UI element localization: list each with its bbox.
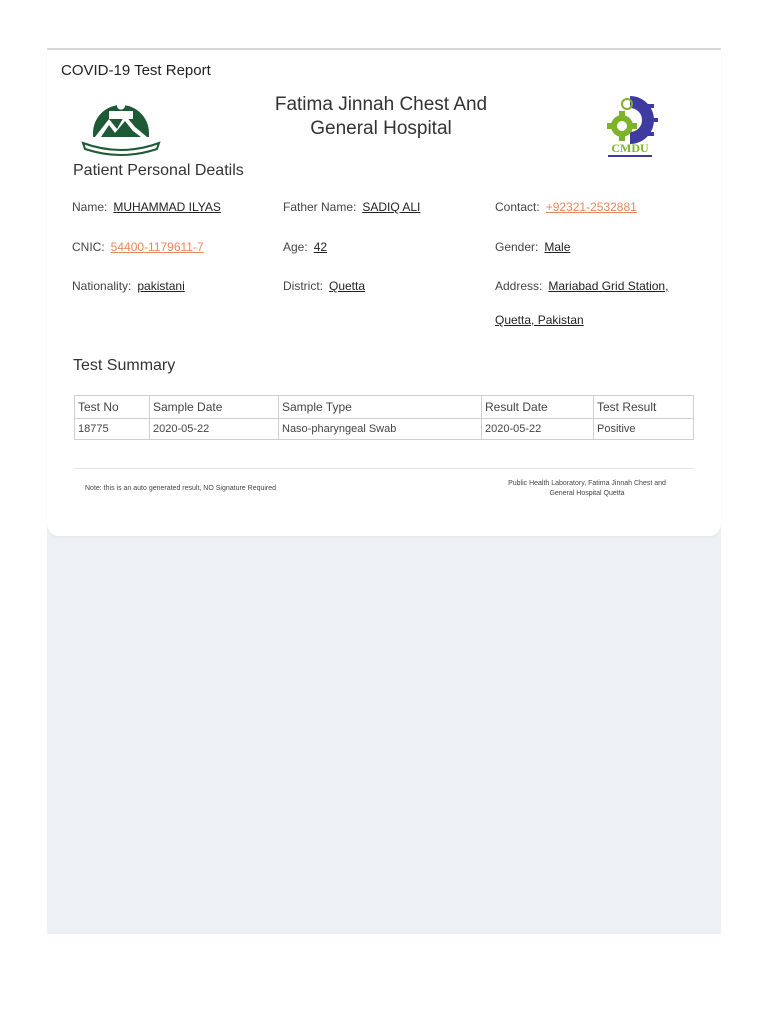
gender-value: Male bbox=[544, 240, 571, 254]
column-header: Test Result bbox=[594, 396, 694, 419]
hospital-name bbox=[231, 93, 531, 141]
nationality-label: Nationality: bbox=[72, 279, 132, 293]
contact-field bbox=[495, 200, 637, 214]
district-value: Quetta bbox=[329, 279, 366, 293]
cmdu-label: CMDU bbox=[611, 141, 649, 155]
name-value: MUHAMMAD ILYAS bbox=[113, 200, 221, 214]
cnic-link[interactable]: 54400-1179611-7 bbox=[110, 240, 204, 254]
age-value: 42 bbox=[313, 240, 328, 254]
column-header: Sample Date bbox=[150, 396, 279, 419]
government-emblem-icon bbox=[79, 93, 163, 161]
hospital-name-line1: Fatima Jinnah Chest And bbox=[274, 94, 488, 115]
nationality-field bbox=[72, 279, 185, 293]
age-label: Age: bbox=[283, 240, 308, 254]
father-name-value: SADIQ ALI bbox=[362, 200, 421, 214]
auto-generated-note: Note: this is an auto generated result, NO Signature Required bbox=[85, 485, 277, 492]
personal-details-heading: Patient Personal Deatils bbox=[73, 162, 244, 179]
address-field bbox=[495, 279, 668, 293]
cmdu-logo-icon bbox=[602, 94, 658, 160]
cnic-field bbox=[72, 240, 204, 254]
father-name-label: Father Name: bbox=[283, 200, 357, 214]
column-header: Sample Type bbox=[279, 396, 482, 419]
table-row bbox=[75, 419, 694, 440]
report-card bbox=[47, 50, 721, 536]
test-summary-heading: Test Summary bbox=[73, 357, 176, 374]
age-field bbox=[283, 240, 327, 254]
test-no-cell: 18775 bbox=[75, 419, 150, 440]
contact-label: Contact: bbox=[495, 200, 540, 214]
laboratory-name-line2: General Hospital Quetta bbox=[549, 490, 625, 497]
address-value-line1: Mariabad Grid Station, bbox=[548, 279, 669, 293]
address-label: Address: bbox=[495, 279, 543, 293]
contact-link[interactable]: +92321-2532881 bbox=[545, 200, 637, 214]
report-title: COVID-19 Test Report bbox=[61, 62, 211, 79]
footer-divider bbox=[74, 468, 694, 469]
father-name-field bbox=[283, 200, 420, 214]
name-field bbox=[72, 200, 221, 214]
gender-field bbox=[495, 240, 570, 254]
column-header: Result Date bbox=[482, 396, 594, 419]
address-continued bbox=[495, 313, 584, 327]
address-value-line2: Quetta, Pakistan bbox=[495, 313, 584, 327]
sample-type-cell: Naso-pharyngeal Swab bbox=[279, 419, 482, 440]
name-label: Name: bbox=[72, 200, 108, 214]
laboratory-name-line1: Public Health Laboratory, Fatima Jinnah Chest and bbox=[508, 480, 666, 487]
laboratory-name bbox=[487, 479, 687, 499]
result-date-cell: 2020-05-22 bbox=[482, 419, 594, 440]
nationality-value: pakistani bbox=[137, 279, 185, 293]
cnic-label: CNIC: bbox=[72, 240, 105, 254]
test-summary-table bbox=[74, 395, 694, 440]
test-result-cell: Positive bbox=[594, 419, 694, 440]
hospital-name-line2: General Hospital bbox=[310, 118, 452, 139]
column-header: Test No bbox=[75, 396, 150, 419]
district-field bbox=[283, 279, 365, 293]
district-label: District: bbox=[283, 279, 323, 293]
table-header-row bbox=[75, 396, 694, 419]
gender-label: Gender: bbox=[495, 240, 539, 254]
sample-date-cell: 2020-05-22 bbox=[150, 419, 279, 440]
